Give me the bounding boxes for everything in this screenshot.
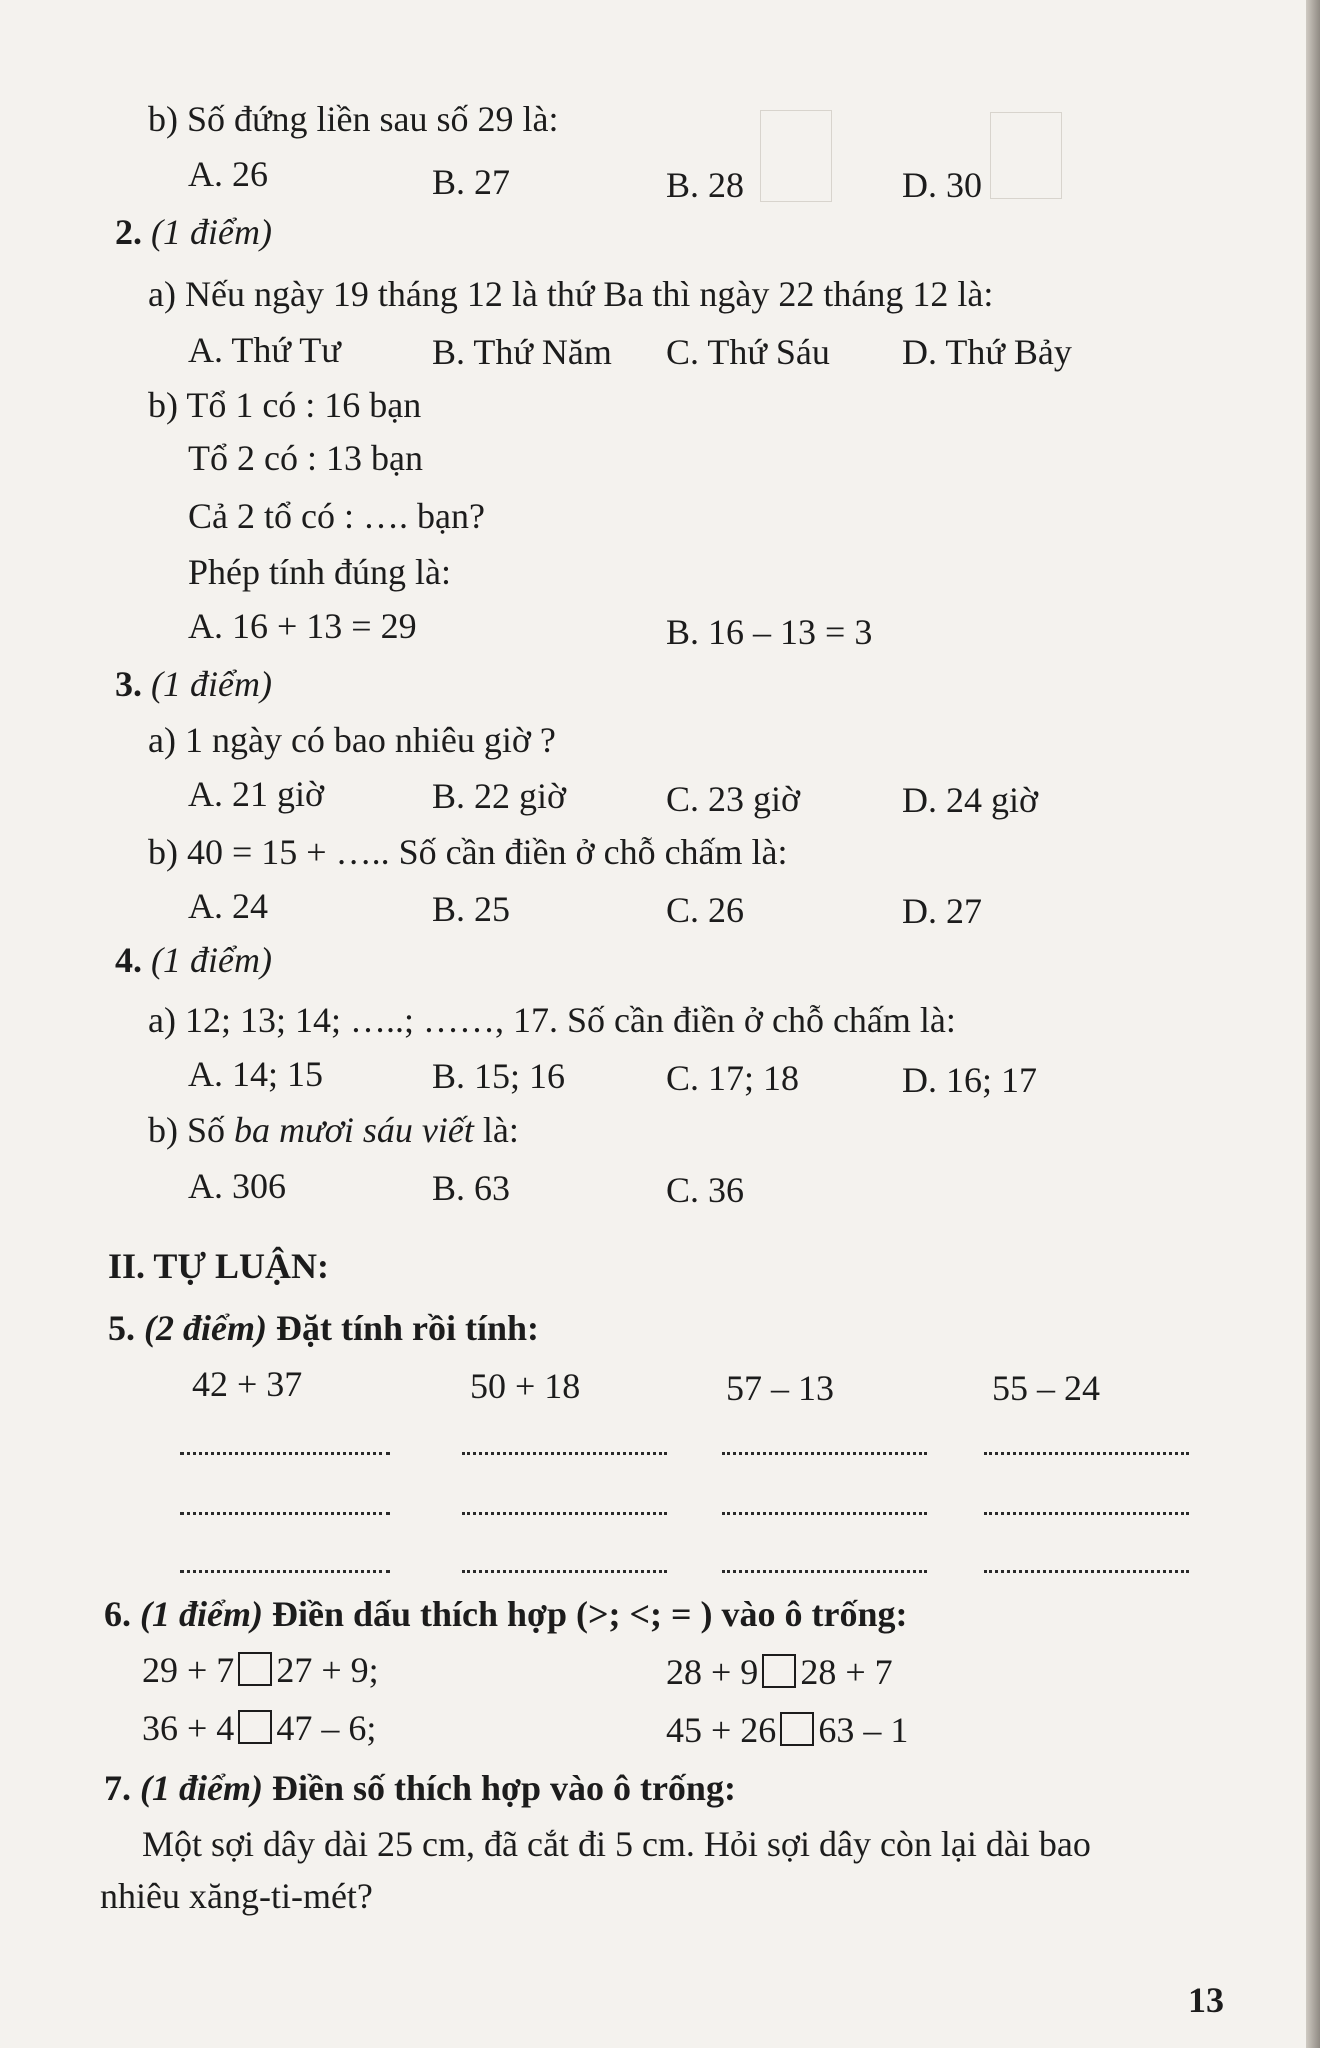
q2-number: 2. (115, 212, 142, 252)
q1b-option-b: B. 27 (432, 162, 511, 202)
answer-dotted-line (984, 1570, 1189, 1573)
bleed-through-box (760, 110, 832, 202)
q2a-option-c: C. Thứ Sáu (666, 332, 830, 372)
q7-number: 7. (104, 1768, 131, 1808)
q6-points: (1 điểm) (140, 1594, 263, 1634)
q2a-question: a) Nếu ngày 19 tháng 12 là thứ Ba thì ngày 22 tháng 12 là: (148, 274, 994, 314)
q6-number: 6. (104, 1594, 131, 1634)
q6-item-3-left: 36 + 4 (142, 1708, 235, 1748)
q4b-question-italic: ba mươi sáu viết (234, 1110, 474, 1150)
q2-header (115, 210, 272, 254)
q2a-option-b: B. Thứ Năm (432, 332, 612, 372)
q4-number: 4. (115, 940, 142, 980)
q1b-option-a: A. 26 (188, 154, 268, 194)
q2b-option-b: B. 16 – 13 = 3 (666, 612, 873, 652)
q2-points: (1 điểm) (151, 212, 272, 252)
q6-item-2-left: 28 + 9 (666, 1652, 759, 1692)
q2a-option-a: A. Thứ Tư (188, 330, 341, 370)
q6-instruction: Điền dấu thích hợp (>; <; = ) vào ô trống: (262, 1594, 908, 1634)
answer-box[interactable] (238, 1652, 272, 1686)
q6-item-3 (142, 1706, 376, 1750)
q3b-option-b: B. 25 (432, 889, 511, 929)
q6-header (104, 1592, 907, 1636)
q4-header (115, 938, 272, 982)
q3b-option-c: C. 26 (666, 890, 745, 930)
q3a-question: a) 1 ngày có bao nhiêu giờ ? (148, 720, 556, 760)
answer-dotted-line (180, 1512, 390, 1515)
q7-instruction: Điền số thích hợp vào ô trống: (262, 1768, 736, 1808)
q4b-option-b: B. 63 (432, 1168, 511, 1208)
q5-expr-2: 50 + 18 (470, 1366, 581, 1406)
q6-item-4-right: 63 – 1 (818, 1710, 909, 1750)
q4a-option-d: D. 16; 17 (902, 1060, 1037, 1100)
q4b-option-c: C. 36 (666, 1170, 745, 1210)
q2b-line1: b) Tổ 1 có : 16 bạn (148, 385, 422, 425)
q4b-question-start: b) Số (148, 1110, 235, 1150)
q3-number: 3. (115, 664, 142, 704)
q3a-option-c: C. 23 giờ (666, 779, 801, 819)
q5-header (108, 1306, 539, 1350)
q2b-line4: Phép tính đúng là: (188, 552, 451, 592)
answer-box[interactable] (238, 1710, 272, 1744)
q3a-option-a: A. 21 giờ (188, 774, 325, 814)
q7-header (104, 1766, 736, 1810)
page-edge (1306, 0, 1320, 2048)
answer-dotted-line (722, 1452, 927, 1455)
answer-dotted-line (180, 1452, 390, 1455)
answer-box[interactable] (780, 1712, 814, 1746)
q3-points: (1 điểm) (151, 664, 272, 704)
q4a-question: a) 12; 13; 14; …..; ……, 17. Số cần điền ở chỗ chấm là: (148, 1000, 956, 1040)
q6-item-1-left: 29 + 7 (142, 1650, 235, 1690)
answer-dotted-line (984, 1452, 1189, 1455)
answer-dotted-line (462, 1570, 667, 1573)
q6-item-1-right: 27 + 9; (276, 1650, 379, 1690)
q6-item-2 (666, 1650, 893, 1694)
q4a-option-c: C. 17; 18 (666, 1058, 800, 1098)
q4b-question-end: là: (473, 1110, 519, 1150)
q3-header (115, 662, 272, 706)
q1b-question: b) Số đứng liền sau số 29 là: (148, 99, 559, 139)
q7-text-line1: Một sợi dây dài 25 cm, đã cắt đi 5 cm. Hỏi sợi dây còn lại dài bao (142, 1824, 1091, 1864)
page-number: 13 (1188, 1980, 1224, 2020)
q3b-option-d: D. 27 (902, 891, 982, 931)
q7-points: (1 điểm) (140, 1768, 263, 1808)
answer-dotted-line (180, 1570, 390, 1573)
answer-dotted-line (722, 1570, 927, 1573)
q2b-line2: Tổ 2 có : 13 bạn (188, 438, 423, 478)
q6-item-3-right: 47 – 6; (276, 1708, 377, 1748)
q1b-option-c: B. 28 (666, 165, 745, 205)
q6-item-1 (142, 1648, 379, 1692)
q3b-option-a: A. 24 (188, 886, 268, 926)
q1b-option-d: D. 30 (902, 165, 982, 205)
q3b-question: b) 40 = 15 + ….. Số cần điền ở chỗ chấm là: (148, 832, 788, 872)
q5-expr-4: 55 – 24 (992, 1368, 1100, 1408)
q5-expr-3: 57 – 13 (726, 1368, 834, 1408)
q2a-option-d: D. Thứ Bảy (902, 332, 1072, 372)
q5-number: 5. (108, 1308, 135, 1348)
q2b-option-a: A. 16 + 13 = 29 (188, 606, 417, 646)
q5-expr-1: 42 + 37 (192, 1364, 303, 1404)
q4-points: (1 điểm) (151, 940, 272, 980)
q3a-option-b: B. 22 giờ (432, 776, 567, 816)
answer-dotted-line (462, 1452, 667, 1455)
q4a-option-b: B. 15; 16 (432, 1056, 566, 1096)
answer-dotted-line (462, 1512, 667, 1515)
q2b-line3: Cả 2 tổ có : …. bạn? (188, 496, 485, 536)
section-title-essay: II. TỰ LUẬN: (108, 1246, 330, 1286)
answer-box[interactable] (762, 1654, 796, 1688)
answer-dotted-line (984, 1512, 1189, 1515)
q4a-option-a: A. 14; 15 (188, 1054, 323, 1094)
q6-item-4-left: 45 + 26 (666, 1710, 777, 1750)
q6-item-4 (666, 1708, 908, 1752)
q4b-option-a: A. 306 (188, 1166, 286, 1206)
q7-text-line2: nhiêu xăng-ti-mét? (100, 1876, 373, 1916)
q3a-option-d: D. 24 giờ (902, 780, 1039, 820)
q5-instruction: Đặt tính rồi tính: (266, 1308, 539, 1348)
q5-points: (2 điểm) (144, 1308, 267, 1348)
bleed-through-box (990, 112, 1062, 199)
answer-dotted-line (722, 1512, 927, 1515)
q6-item-2-right: 28 + 7 (800, 1652, 893, 1692)
q4b-question (148, 1108, 519, 1152)
